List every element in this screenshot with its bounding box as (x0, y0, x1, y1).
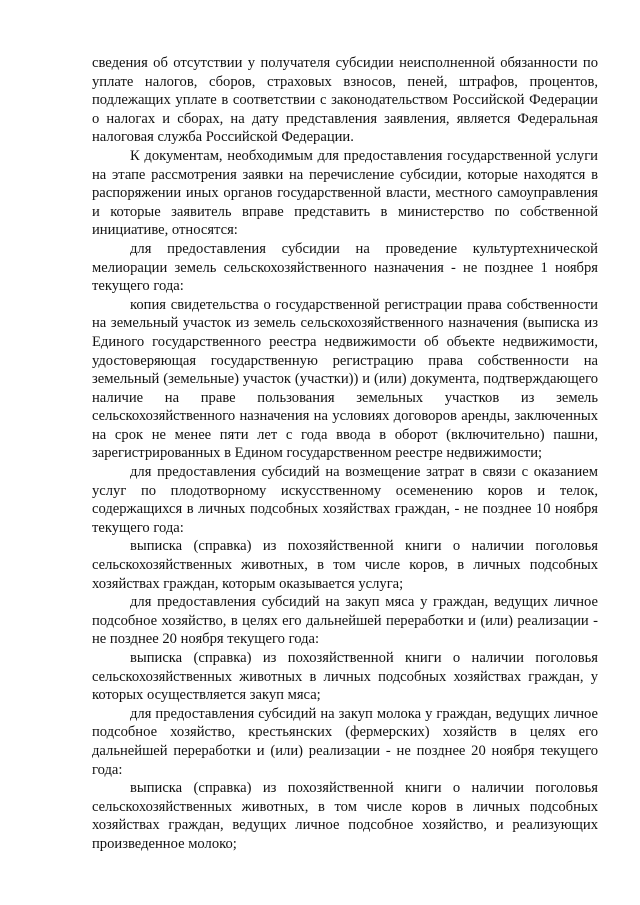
paragraph-livestock-extract-meat: выписка (справка) из похозяйственной книги о наличии поголовья сельскохозяйственных животных в личных подсобных хозяйствах граждан, у которых осуществляется закуп мяса; (92, 650, 598, 704)
paragraph-meat-purchase-subsidy: для предоставления субсидий на закуп мяса у граждан, ведущих личное подсобное хозяйство, в целях его дальнейшей переработки и (или) реализации - не позднее 20 ноября текущего года: (92, 594, 598, 648)
paragraph-tax-info: сведения об отсутствии у получателя субсидии неисполненной обязанности по уплате налогов, сборов, страховых взносов, пеней, штрафов, процентов, подлежащих уплате в соответствии с законодательством Российской Федерации о налогах и сборах, на дату представления заявления, является Федеральная налоговая служба Российской Федерации. (92, 55, 598, 146)
paragraph-milk-purchase-subsidy: для предоставления субсидий на закуп молока у граждан, ведущих личное подсобное хозяйство, крестьянских (фермерских) хозяйств в целях его дальнейшей переработки и (или) реализации - не позднее 20 ноября текущего года: (92, 705, 598, 778)
paragraph-insemination-subsidy: для предоставления субсидий на возмещение затрат в связи с оказанием услуг по плодотворному искусственному осеменению коров и телок, содержащихся в личных подсобных хозяйствах граждан, - не позднее 10 ноября текущего года: (92, 464, 598, 536)
paragraph-livestock-extract-milk: выписка (справка) из похозяйственной книги о наличии поголовья сельскохозяйственных животных, в том числе коров в личных подсобных хозяйствах граждан, ведущих личное подсобное хозяйство, и реализующих произведенное молоко; (92, 780, 598, 852)
paragraph-documents-intro: К документам, необходимым для предоставления государственной услуги на этапе рассмотрения заявки на перечисление субсидии, которые находятся в распоряжении иных органов государственной власти, местного самоуправления и которые заявитель вправе представить в министерство по собственной инициативе, относятся: (92, 147, 598, 239)
paragraph-melioration-subsidy: для предоставления субсидии на проведение культуртехнической мелиорации земель сельскохозяйственного назначения - не позднее 1 ноября текущего года: (92, 240, 598, 295)
paragraph-livestock-extract-cows: выписка (справка) из похозяйственной книги о наличии поголовья сельскохозяйственных животных, в том числе коров, в личных подсобных хозяйствах граждан, которым оказывается услуга; (92, 538, 598, 592)
paragraph-land-ownership-copy: копия свидетельства о государственной регистрации права собственности на земельный участок из земель сельскохозяйственного назначения (выписка из Единого государственного реестра недвижимости об объекте недвижимости, удостоверяющая государственную регистрацию права собственности на земельный (земельные) участок (участки)) и (или) документа, подтверждающего наличие на праве пользования земельных участков из земель сельскохозяйственного назначения на условиях договоров аренды, заключенных на срок не менее пяти лет с года ввода в оборот (включительно) пашни, зарегистрированных в Едином государственном реестре недвижимости; (92, 296, 598, 462)
